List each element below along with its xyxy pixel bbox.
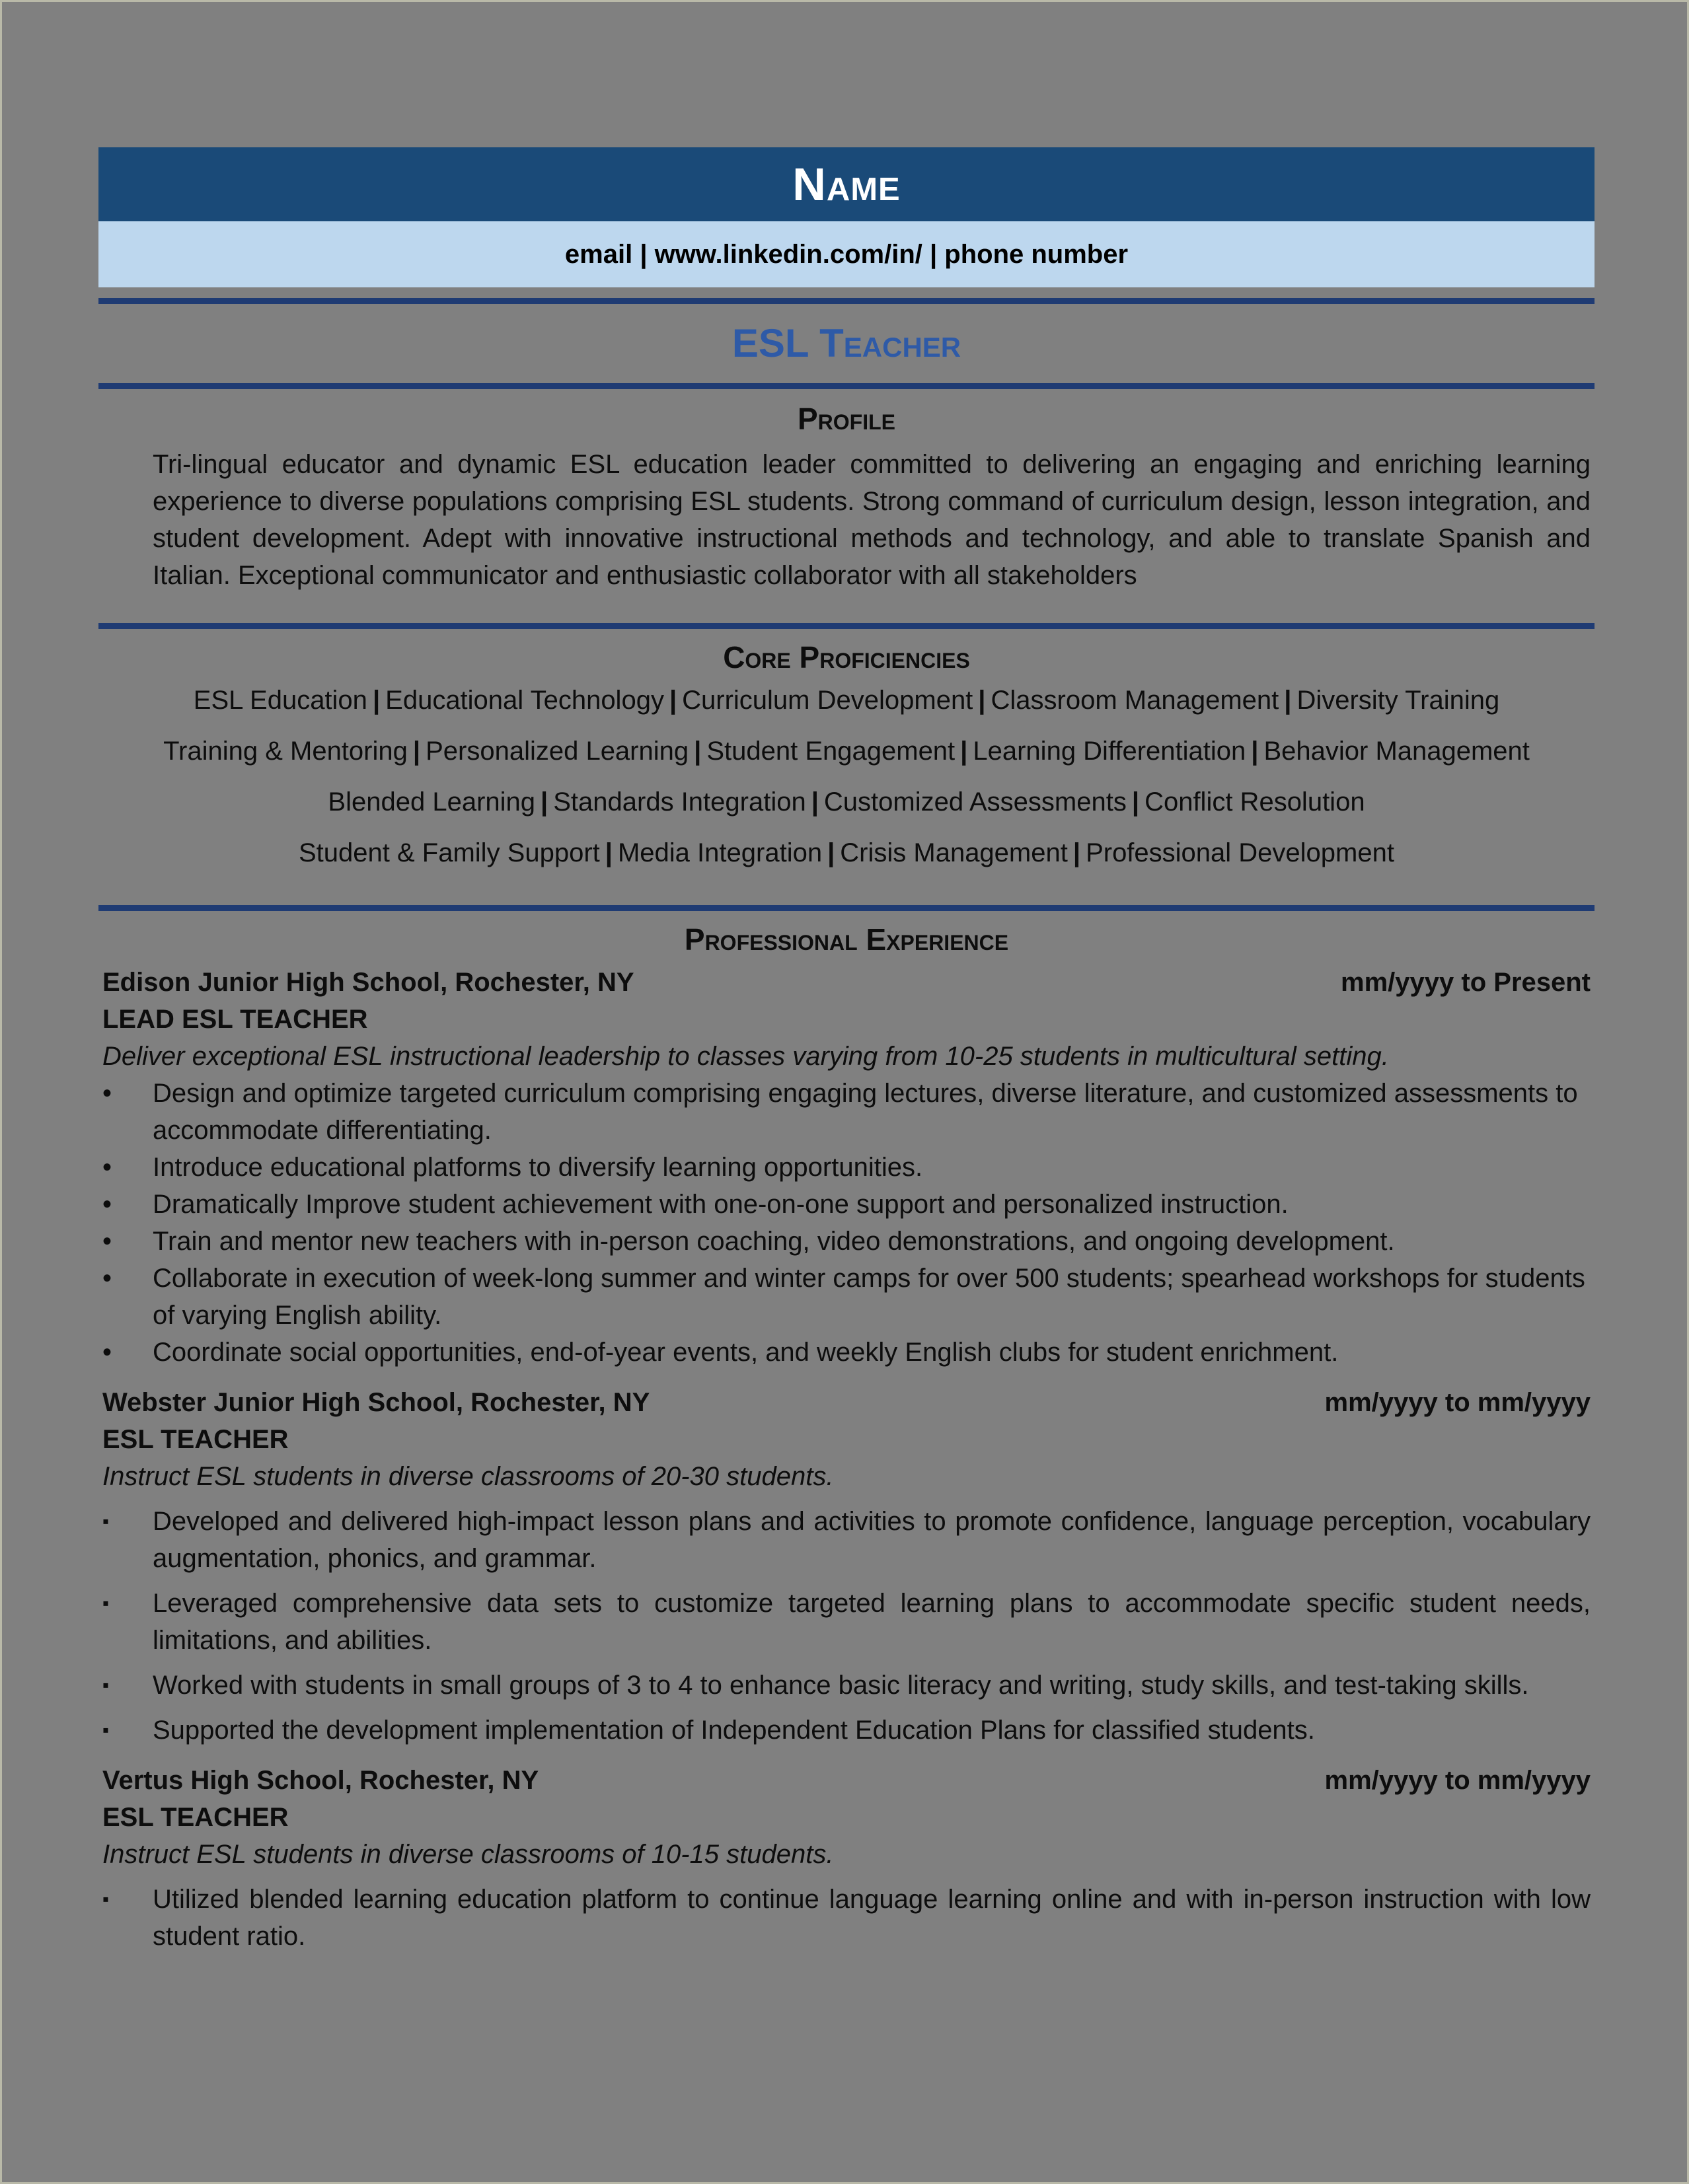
bullet-text: Introduce educational platforms to diversify learning opportunities. — [153, 1153, 923, 1182]
experience-list — [98, 964, 1595, 1955]
proficiency-separator: | — [1072, 838, 1081, 867]
bullet-text: Coordinate social opportunities, end-of-year events, and weekly English clubs for student enrichment. — [153, 1338, 1339, 1367]
job-employer: Edison Junior High School, Rochester, NY — [102, 968, 634, 997]
job-bullet — [98, 1186, 1595, 1223]
proficiency-item: ESL Education — [193, 686, 367, 715]
proficiency-separator: | — [978, 686, 986, 715]
profile-heading: Profile — [797, 402, 895, 436]
proficiencies-list — [98, 675, 1595, 879]
bullet-mark: • — [102, 1190, 112, 1219]
job-employer: Webster Junior High School, Rochester, NY — [102, 1388, 650, 1417]
experience-section — [98, 922, 1595, 1955]
job-dates: mm/yyyy to mm/yyyy — [1324, 1766, 1591, 1795]
proficiency-separator: | — [960, 737, 968, 766]
job-title-heading: ESL Teacher — [732, 321, 961, 365]
job-entry — [98, 964, 1595, 1371]
proficiency-line — [98, 675, 1595, 726]
resume-page — [98, 147, 1595, 1963]
bullet-mark: ▪ — [102, 1511, 109, 1531]
proficiency-line — [98, 777, 1595, 828]
proficiency-item: Training & Mentoring — [163, 737, 408, 766]
job-bullet — [98, 1667, 1595, 1704]
proficiency-item: Diversity Training — [1296, 686, 1500, 715]
job-dates: mm/yyyy to Present — [1341, 968, 1591, 997]
bullet-text: Worked with students in small groups of 3 to 4 to enhance basic literacy and writing, study skills, and test-taking skills. — [153, 1671, 1529, 1700]
candidate-name: Name — [792, 159, 901, 210]
bullet-text: Developed and delivered high-impact lesson plans and activities to promote confidence, language perception, vocabulary augmentation, phonics, and grammar. — [153, 1507, 1591, 1573]
proficiency-separator: | — [605, 838, 613, 867]
job-entry — [98, 1384, 1595, 1749]
proficiency-separator: | — [1251, 737, 1259, 766]
divider-rule — [98, 383, 1595, 389]
job-bullet — [98, 1503, 1595, 1577]
proficiency-item: Blended Learning — [328, 787, 536, 817]
job-bullets — [98, 1503, 1595, 1749]
proficiency-separator: | — [1131, 787, 1140, 817]
proficiency-item: Standards Integration — [553, 787, 806, 817]
divider-rule — [98, 623, 1595, 629]
job-bullet — [98, 1881, 1595, 1955]
proficiency-item: Professional Development — [1086, 838, 1394, 867]
proficiency-item: Personalized Learning — [426, 737, 689, 766]
job-header — [98, 1762, 1595, 1799]
bullet-text: Dramatically Improve student achievement with one-on-one support and personalized instruction. — [153, 1190, 1289, 1219]
contact-info: email | www.linkedin.com/in/ | phone number — [564, 239, 1129, 269]
proficiency-item: Crisis Management — [840, 838, 1068, 867]
proficiency-item: Educational Technology — [385, 686, 664, 715]
proficiency-separator: | — [372, 686, 381, 715]
proficiency-separator: | — [827, 838, 835, 867]
job-entry — [98, 1762, 1595, 1955]
job-position: ESL TEACHER — [102, 1803, 289, 1832]
name-banner — [98, 147, 1595, 221]
profile-section — [98, 401, 1595, 594]
experience-heading: Professional Experience — [684, 922, 1009, 957]
profile-summary: Tri-lingual educator and dynamic ESL education leader committed to delivering an engaging and enriching learning experience to diverse populations comprising ESL students. Strong command of curriculum design, lesson integration, and student development. Adept with innovative instructional methods and technology, and able to translate Spanish and Italian. Exceptional communicator and enthusiastic collaborator with all stakeholders — [153, 450, 1591, 590]
proficiency-item: Curriculum Development — [682, 686, 973, 715]
bullet-text: Collaborate in execution of week-long summer and winter camps for over 500 students; spearhead workshops for students of varying English ability. — [153, 1264, 1585, 1330]
proficiency-item: Conflict Resolution — [1145, 787, 1365, 817]
bullet-text: Train and mentor new teachers with in-person coaching, video demonstrations, and ongoing development. — [153, 1227, 1395, 1256]
job-bullet — [98, 1334, 1595, 1371]
proficiency-item: Classroom Management — [991, 686, 1279, 715]
bullet-mark: • — [102, 1227, 112, 1256]
proficiency-line — [98, 828, 1595, 879]
job-position: ESL TEACHER — [102, 1425, 289, 1454]
proficiency-separator: | — [1284, 686, 1292, 715]
divider-rule — [98, 905, 1595, 911]
job-position: LEAD ESL TEACHER — [102, 1005, 368, 1034]
job-dates: mm/yyyy to mm/yyyy — [1324, 1388, 1591, 1417]
bullet-text: Supported the development implementation of Independent Education Plans for classified students. — [153, 1716, 1315, 1745]
proficiency-item: Customized Assessments — [823, 787, 1127, 817]
bullet-text: Leveraged comprehensive data sets to customize targeted learning plans to accommodate specific student needs, limitations, and abilities. — [153, 1589, 1591, 1655]
proficiency-item: Student & Family Support — [299, 838, 600, 867]
proficiencies-section — [98, 639, 1595, 879]
contact-banner — [98, 221, 1595, 287]
job-header — [98, 1384, 1595, 1421]
proficiency-item: Media Integration — [617, 838, 823, 867]
proficiency-item: Student Engagement — [706, 737, 956, 766]
bullet-mark: ▪ — [102, 1593, 109, 1613]
job-bullet — [98, 1585, 1595, 1659]
proficiency-item: Behavior Management — [1263, 737, 1530, 766]
job-bullet — [98, 1075, 1595, 1149]
divider-rule — [98, 298, 1595, 304]
job-description: Instruct ESL students in diverse classrooms of 10-15 students. — [102, 1840, 834, 1869]
proficiency-item: Learning Differentiation — [973, 737, 1246, 766]
proficiency-separator: | — [412, 737, 421, 766]
proficiencies-heading: Core Proficiencies — [723, 640, 970, 674]
bullet-mark: • — [102, 1153, 112, 1182]
job-description: Instruct ESL students in diverse classrooms of 20-30 students. — [102, 1462, 834, 1491]
job-bullets — [98, 1075, 1595, 1371]
bullet-mark: ▪ — [102, 1720, 109, 1740]
job-description: Deliver exceptional ESL instructional leadership to classes varying from 10-25 students in multicultural setting. — [102, 1042, 1389, 1071]
bullet-mark: • — [102, 1338, 112, 1367]
job-header — [98, 964, 1595, 1001]
job-bullets — [98, 1881, 1595, 1955]
proficiency-separator: | — [811, 787, 819, 817]
bullet-text: Design and optimize targeted curriculum comprising engaging lectures, diverse literature, and customized assessments to accommodate differentiating. — [153, 1079, 1578, 1145]
job-employer: Vertus High School, Rochester, NY — [102, 1766, 539, 1795]
bullet-mark: ▪ — [102, 1889, 109, 1909]
job-bullet — [98, 1149, 1595, 1186]
job-bullet — [98, 1712, 1595, 1749]
bullet-mark: • — [102, 1264, 112, 1293]
bullet-mark: ▪ — [102, 1675, 109, 1695]
proficiency-line — [98, 726, 1595, 777]
proficiency-separator: | — [694, 737, 702, 766]
proficiency-separator: | — [541, 787, 548, 817]
proficiency-separator: | — [669, 686, 677, 715]
job-bullet — [98, 1223, 1595, 1260]
job-bullet — [98, 1260, 1595, 1334]
bullet-text: Utilized blended learning education platform to continue language learning online and with in-person instruction with low student ratio. — [153, 1885, 1591, 1951]
bullet-mark: • — [102, 1079, 112, 1108]
